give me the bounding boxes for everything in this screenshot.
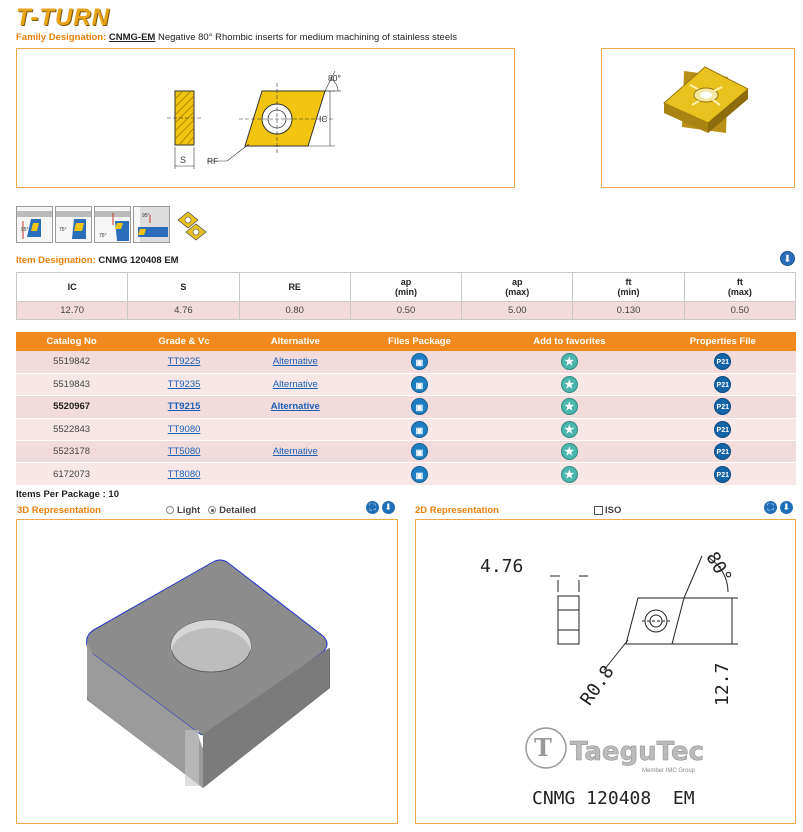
properties-file-cell (650, 441, 796, 463)
dim-r-label: R0.8 (576, 661, 619, 710)
grade-link[interactable]: TT9225 (167, 356, 201, 368)
favorites-cell (489, 441, 649, 463)
detailed-label: Detailed (219, 505, 257, 516)
alternative-cell (241, 396, 350, 418)
spec-header-row (17, 273, 796, 302)
product-photo-panel (601, 48, 795, 188)
dim-s-label: 4.76 (480, 556, 524, 577)
files-package-icon[interactable]: ▣ (411, 398, 428, 415)
spec-header-sub: (max) (727, 287, 752, 297)
spec-header-cell (239, 273, 350, 302)
spec-table (16, 272, 796, 320)
s-label: S (180, 155, 187, 165)
rep2d-viewer[interactable] (415, 519, 796, 824)
p21-file-icon[interactable]: P21 (714, 376, 731, 393)
files-package-icon[interactable]: ▣ (411, 466, 428, 483)
alternative-link[interactable]: Alternative (272, 446, 318, 458)
alternative-link[interactable]: Alternative (272, 356, 318, 368)
catalog-row[interactable] (16, 418, 796, 440)
family-label: Family Designation: (16, 32, 107, 43)
alternative-cell (241, 441, 350, 463)
items-per-package: Items Per Package : 10 (16, 489, 119, 500)
grade-cell (127, 351, 241, 373)
brand-sub: Member IMC Group (642, 768, 696, 774)
catalog-no: 6172073 (16, 463, 127, 485)
spec-header-cell (17, 273, 128, 302)
catalog-row[interactable] (16, 441, 796, 463)
spec-header-sub: (min) (394, 287, 417, 297)
item-label: Item Designation: (16, 255, 96, 266)
alternative-cell (241, 373, 350, 395)
p21-file-icon[interactable]: P21 (714, 443, 731, 460)
insert-drawing (17, 49, 514, 187)
angle-label: 80° (328, 73, 341, 83)
files-package-cell (350, 418, 489, 440)
grade-link[interactable]: TT9080 (167, 423, 201, 435)
catalog-no: 5523178 (16, 441, 127, 463)
favorites-cell (489, 396, 649, 418)
spec-header-cell (128, 273, 239, 302)
thumb-application-95b[interactable] (133, 206, 170, 243)
insert-photo (602, 49, 794, 187)
svg-text:95°: 95° (21, 227, 29, 233)
download-3d-icon[interactable]: ⬇ (382, 501, 395, 514)
family-designation (16, 32, 457, 43)
grade-cell (127, 396, 241, 418)
light-radio[interactable] (166, 506, 174, 514)
catalog-no: 5520967 (16, 396, 127, 418)
spec-header-cell (350, 273, 461, 302)
spec-header-main: ft (736, 277, 743, 287)
spec-header-cell (684, 273, 795, 302)
catalog-row[interactable] (16, 373, 796, 395)
spec-header-main: S (180, 282, 187, 292)
catalog-row[interactable] (16, 463, 796, 485)
spec-value-row (17, 302, 796, 320)
favorites-cell (489, 373, 649, 395)
family-code-link[interactable]: CNMG-EM (108, 32, 156, 43)
favorites-cell (489, 463, 649, 485)
p21-file-icon[interactable]: P21 (714, 398, 731, 415)
thumb-application-75b[interactable] (94, 206, 131, 243)
rep3d-viewer[interactable] (16, 519, 398, 824)
p21-file-icon[interactable]: P21 (714, 466, 731, 483)
rf-label: RF (207, 156, 219, 166)
rep2d-title: 2D Representation (415, 505, 499, 516)
catalog-no: 5519842 (16, 351, 127, 373)
spec-value-cell: 0.50 (350, 302, 461, 320)
item-designation (16, 255, 179, 266)
catalog-header-cell: Grade & Vc (127, 332, 241, 351)
spec-header-main: ap (400, 277, 412, 287)
insert-2d-drawing (416, 520, 795, 823)
files-package-icon[interactable]: ▣ (411, 353, 428, 370)
files-package-cell (350, 373, 489, 395)
spec-value-cell: 0.50 (684, 302, 795, 320)
favorites-cell (489, 351, 649, 373)
catalog-row[interactable] (16, 396, 796, 418)
thumb-application-95[interactable] (16, 206, 53, 243)
thumb-application-75a[interactable] (55, 206, 92, 243)
thumb-insert-3d[interactable] (172, 206, 209, 243)
spec-header-main: IC (67, 282, 77, 292)
favorite-star-icon[interactable]: ★ (561, 466, 578, 483)
files-package-cell (350, 441, 489, 463)
insert-3d-model (17, 520, 397, 823)
catalog-header-cell: Add to favorites (489, 332, 649, 351)
rep3d-tools (366, 501, 395, 514)
catalog-header-cell: Catalog No (16, 332, 127, 351)
properties-file-cell (650, 396, 796, 418)
spec-header-main: RE (288, 282, 301, 292)
alternative-cell (241, 463, 350, 485)
ic-label: IC (319, 114, 328, 124)
favorite-star-icon[interactable]: ★ (561, 443, 578, 460)
grade-link[interactable]: TT9235 (167, 379, 201, 391)
item-value: CNMG 120408 EM (98, 255, 179, 266)
catalog-no: 5519843 (16, 373, 127, 395)
spec-value-cell: 0.80 (239, 302, 350, 320)
files-package-cell (350, 351, 489, 373)
favorite-star-icon[interactable]: ★ (561, 421, 578, 438)
light-label: Light (177, 505, 201, 516)
rep3d-options (166, 505, 256, 516)
properties-file-cell (650, 463, 796, 485)
svg-text:95°: 95° (142, 213, 150, 219)
grade-cell (127, 418, 241, 440)
grade-cell (127, 441, 241, 463)
iso-checkbox[interactable] (594, 506, 603, 515)
files-package-cell (350, 396, 489, 418)
svg-text:T: T (534, 733, 552, 762)
alternative-cell (241, 351, 350, 373)
rep2d-tools (764, 501, 793, 514)
iso-label: ISO (605, 505, 622, 516)
files-package-icon[interactable]: ▣ (411, 421, 428, 438)
favorite-star-icon[interactable]: ★ (561, 353, 578, 370)
favorites-cell (489, 418, 649, 440)
dim-angle-label: 80° (701, 548, 736, 587)
grade-link[interactable]: TT8080 (167, 468, 201, 480)
spec-header-cell (462, 273, 573, 302)
drawing-designation: CNMG 120408 EM (532, 788, 695, 809)
spec-value-cell: 4.76 (128, 302, 239, 320)
catalog-header-row (16, 332, 796, 351)
fullscreen-2d-icon[interactable]: ⛶ (764, 501, 777, 514)
spec-header-sub: (max) (505, 287, 530, 297)
iso-toggle (594, 505, 621, 516)
fullscreen-icon[interactable]: ⛶ (366, 501, 379, 514)
technical-drawing-panel (16, 48, 515, 188)
svg-text:75°: 75° (99, 233, 107, 239)
catalog-row[interactable] (16, 351, 796, 373)
files-package-icon[interactable]: ▣ (411, 376, 428, 393)
grade-cell (127, 373, 241, 395)
catalog-header-cell: Properties File (650, 332, 796, 351)
brand-name: TaeguTec (570, 737, 705, 767)
p21-file-icon[interactable]: P21 (714, 421, 731, 438)
spec-value-cell: 0.130 (573, 302, 684, 320)
dim-ic-label: 12.7 (712, 662, 733, 706)
svg-text:75°: 75° (59, 227, 67, 233)
spec-value-cell: 5.00 (462, 302, 573, 320)
files-package-icon[interactable]: ▣ (411, 443, 428, 460)
download-2d-icon[interactable]: ⬇ (780, 501, 793, 514)
grade-cell (127, 463, 241, 485)
taegutec-logo (526, 728, 704, 774)
spec-header-main: ft (625, 277, 632, 287)
catalog-table (16, 332, 796, 486)
properties-file-cell (650, 418, 796, 440)
alternative-link[interactable]: Alternative (270, 401, 320, 413)
alternative-link[interactable]: Alternative (272, 379, 318, 391)
rep3d-title: 3D Representation (17, 505, 101, 516)
detailed-radio[interactable] (208, 506, 216, 514)
properties-file-cell (650, 373, 796, 395)
files-package-cell (350, 463, 489, 485)
properties-file-cell (650, 351, 796, 373)
grade-link[interactable]: TT9215 (167, 401, 201, 413)
alternative-cell (241, 418, 350, 440)
catalog-header-cell: Alternative (241, 332, 350, 351)
t-turn-logo: T-TURN (16, 4, 110, 31)
application-thumbnails (16, 206, 209, 243)
catalog-no: 5522843 (16, 418, 127, 440)
favorite-star-icon[interactable]: ★ (561, 376, 578, 393)
spec-value-cell: 12.70 (17, 302, 128, 320)
catalog-header-cell: Files Package (350, 332, 489, 351)
p21-file-icon[interactable]: P21 (714, 353, 731, 370)
family-description: Negative 80° Rhombic inserts for medium machining of stainless steels (158, 32, 457, 43)
spec-header-main: ap (512, 277, 523, 287)
download-icon[interactable]: ⬇ (780, 251, 795, 266)
spec-header-sub: (min) (617, 287, 640, 297)
grade-link[interactable]: TT5080 (167, 446, 201, 458)
favorite-star-icon[interactable]: ★ (561, 398, 578, 415)
spec-header-cell (573, 273, 684, 302)
